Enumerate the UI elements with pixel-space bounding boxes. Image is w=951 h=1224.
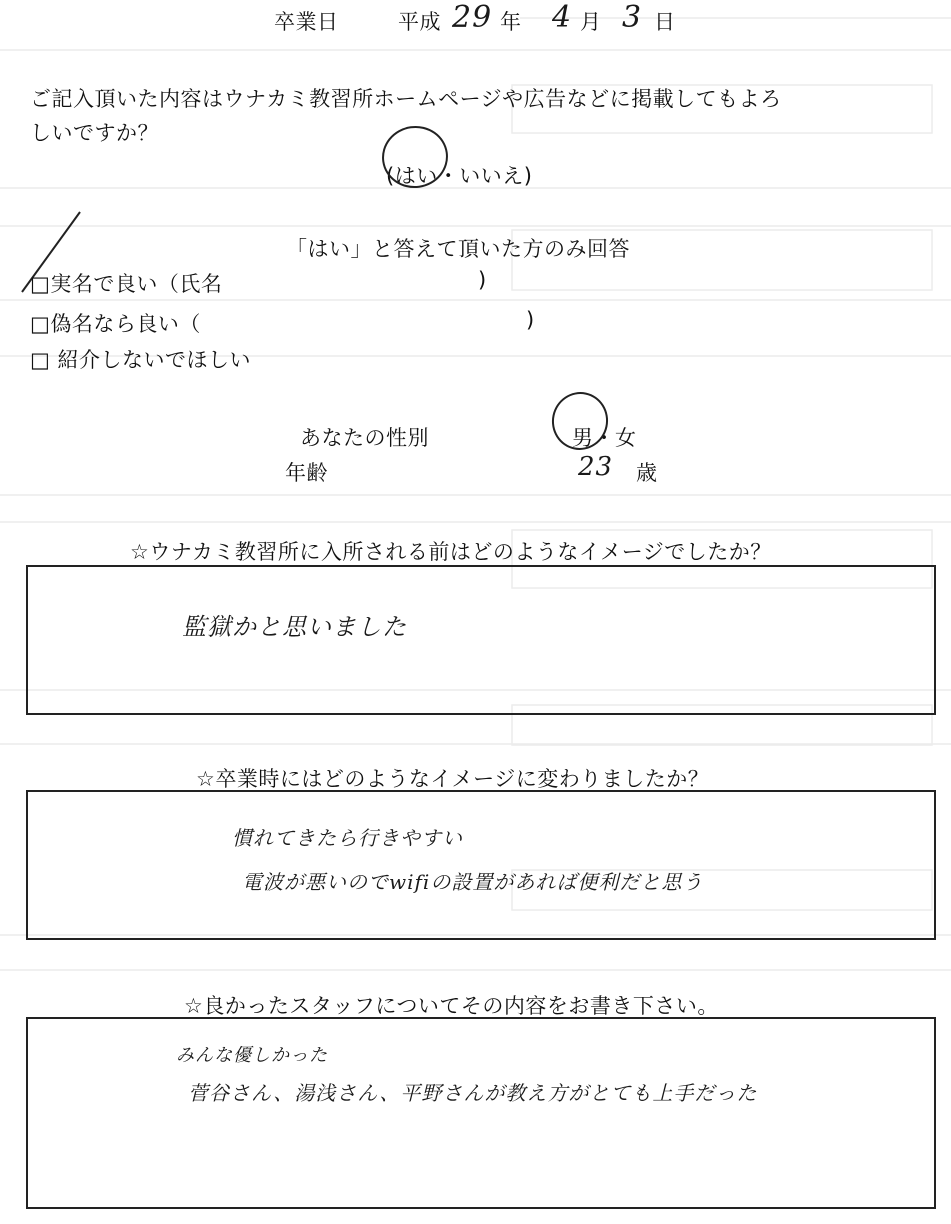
day-label: 日 xyxy=(654,10,676,34)
question-1-prompt: ☆ウナカミ教習所に入所される前はどのようなイメージでしたか？ xyxy=(130,540,772,564)
graduation-month-value: 4 xyxy=(552,0,573,35)
age-unit: 歳 xyxy=(636,461,658,485)
option-pseudonym-close: ) xyxy=(526,308,535,332)
age-label: 年齢 xyxy=(285,461,328,485)
question-2-answer-box xyxy=(26,790,936,940)
graduation-day-value: 3 xyxy=(622,0,643,35)
graduation-date-label: 卒業日 xyxy=(274,10,339,34)
graduation-year-value: 29 xyxy=(452,0,493,35)
question-2-answer-line-2: 電波が悪いのでwifiの設置があれば便利だと思う xyxy=(242,870,704,894)
age-value: 23 xyxy=(578,452,614,482)
question-3-answer-line-1: みんな優しかった xyxy=(176,1045,328,1066)
era-label: 平成 xyxy=(398,10,441,34)
question-1-answer-line-1: 監獄かと思いました xyxy=(182,613,407,641)
month-label: 月 xyxy=(580,10,602,34)
yes-only-heading: 「はい」と答えて頂いた方のみ回答 xyxy=(286,237,630,261)
option-real-name[interactable]: □実名で良い（氏名 xyxy=(30,272,223,296)
consent-question-line-1: ご記入頂いた内容はウナカミ教習所ホームページや広告などに掲載してもよろ xyxy=(30,87,782,111)
option-no-introduction[interactable]: □ 紹介しないでほしい xyxy=(30,348,252,372)
question-1-answer-box xyxy=(26,565,936,715)
consent-question-line-2: しいですか？ xyxy=(30,121,159,145)
question-2-prompt: ☆卒業時にはどのようなイメージに変わりましたか？ xyxy=(196,767,710,791)
question-3-answer-line-2: 菅谷さん、湯浅さん、平野さんが教え方がとても上手だった xyxy=(188,1081,758,1105)
gender-options: 男・女 xyxy=(572,426,637,450)
consent-choices: (はい・いいえ) xyxy=(386,164,533,188)
year-label: 年 xyxy=(500,10,522,34)
question-3-prompt: ☆良かったスタッフについてその内容をお書き下さい。 xyxy=(184,994,719,1018)
question-3-answer-box xyxy=(26,1017,936,1209)
option-real-name-close: ) xyxy=(478,268,487,292)
question-2-answer-line-1: 慣れてきたら行きやすい xyxy=(232,826,463,850)
option-pseudonym[interactable]: □偽名なら良い（ xyxy=(30,312,201,336)
gender-label: あなたの性別 xyxy=(300,426,429,450)
